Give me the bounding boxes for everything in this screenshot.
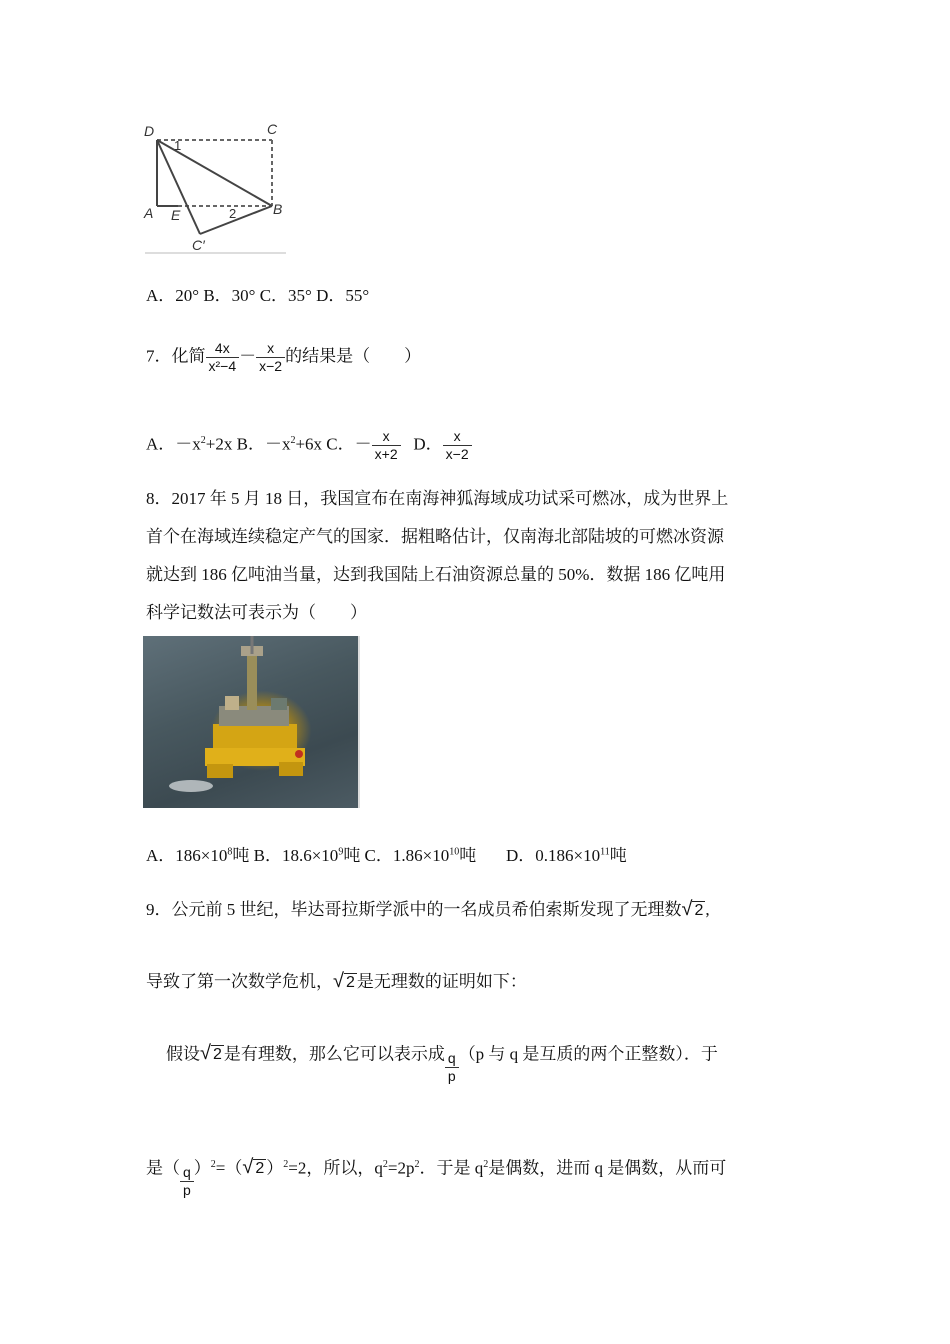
label-a: A [144,205,154,221]
q7-opt-a: A．－x [146,434,201,454]
proof2-a: ） [193,1158,211,1178]
q8-opt-c-sup: 10 [449,846,460,858]
proof2-c: ） [266,1158,284,1178]
radical-sign-icon: √ [333,970,344,992]
q8-line-2: 首个在海域连续稳定产气的国家．据粗略估计，仅南海北部陆坡的可燃冰资源 [146,527,724,546]
q9-line2-post: 是无理数的证明如下： [356,972,527,991]
q7-question [146,340,421,375]
q7-fraction-1 [206,340,240,375]
platform-illustration [143,636,358,808]
sqrt-2-c-val: 2 [212,1046,222,1064]
q7-opt-c-den: x+2 [374,446,398,462]
geometry-figure [140,118,290,258]
label-c: C [267,121,278,137]
q8-opt-b-sup: 9 [338,846,344,858]
label-c-prime: C′ [192,237,205,253]
q8-line-4: 科学记数法可表示为（ ） [146,603,367,622]
proof1-num: q [445,1050,459,1068]
sqrt-2-b-val: 2 [345,974,355,991]
sqrt-2-c [200,1042,224,1066]
radical-sign-icon: √ [242,1156,254,1179]
proof2-sup5: 2 [483,1158,489,1170]
proof1-frac [445,1050,459,1085]
q9-proof-line-1 [166,1038,718,1084]
q7-opt-a-sup: 2 [200,434,206,446]
q8-opt-d: D．0.186×10 [506,846,601,865]
q9-line-2 [146,970,527,994]
radical-sign-icon: √ [200,1042,211,1065]
q7-opt-b-rest: +6x C．－ [295,434,372,454]
radical-sign-icon: √ [681,898,693,920]
label-e: E [171,207,181,223]
q7-opt-c-frac [372,428,401,463]
q7-opt-d-num: x [443,428,472,446]
proof2-sup1: 2 [210,1158,216,1170]
q7-opt-d-den: x−2 [445,446,469,462]
proof2-pre: 是（ [146,1158,180,1178]
proof2-d: =2，所以，q [288,1158,383,1178]
q9-line1-end: , [705,900,710,919]
proof1-post: （p 与 q 是互质的两个正整数）．于 [458,1044,718,1064]
label-two: 2 [229,206,237,221]
proof2-sup3: 2 [382,1158,388,1170]
proof1-den: p [447,1068,456,1084]
sqrt-2-a [682,898,706,922]
q8-opt-c-unit: 吨 [459,846,477,865]
q7-opt-b-sup: 2 [290,434,296,446]
q8-opt-d-unit: 吨 [609,846,627,865]
q8-options [146,845,627,867]
drilling-platform-photo [143,636,360,808]
proof1-pre: 假设 [166,1044,200,1064]
q7-minus: － [239,346,257,366]
q9-line1-text: 9．公元前 5 世纪，毕达哥拉斯学派中的一名成员希伯索斯发现了无理数 [146,900,682,919]
sqrt-2-a-val: 2 [694,902,704,919]
q7-prefix: 7．化简 [146,346,206,366]
sqrt-2-d-val: 2 [255,1160,265,1178]
proof2-f: ．于是 q [419,1158,484,1178]
q8-line-3: 就达到 186 亿吨油当量，达到我国陆上石油资源总量的 50%．数据 186 亿吨用 [146,565,726,584]
proof2-den: p [183,1182,191,1198]
q7-opt-d-label: D． [413,434,443,454]
proof2-g: 是偶数，进而 q 是偶数，从而可 [488,1158,727,1178]
q7-frac1-den: x²−4 [208,358,237,374]
q9-line-1 [146,898,710,922]
q6-options: A．20° B．30° C．35° D．55° [146,286,370,305]
q7-opt-a-rest: +2x B．－x [205,434,291,454]
proof2-num: q [180,1164,194,1182]
q7-options [146,428,472,463]
q7-opt-d-frac [443,428,472,463]
q9-proof-line-2 [146,1152,727,1198]
sqrt-2-b [333,970,357,994]
q8-opt-a-sup: 8 [227,846,233,858]
q7-frac1-num: 4x [206,340,240,358]
label-one: 1 [174,138,182,153]
q7-frac2-den: x−2 [259,358,283,374]
q7-suffix: 的结果是（ ） [285,346,422,366]
label-d: D [144,123,155,139]
q8-line-1: 8．2017 年 5 月 18 日，我国宣布在南海神狐海域成功试采可燃冰，成为世界上 [146,489,729,508]
label-b: B [273,201,283,217]
proof1-mid: 是有理数，那么它可以表示成 [223,1044,445,1064]
q8-opt-a: A．186×10 [146,846,228,865]
q7-frac2-num: x [256,340,285,358]
sqrt-2-d [242,1156,266,1180]
proof2-e: =2p [387,1158,415,1178]
q9-line2-pre: 导致了第一次数学危机， [146,972,333,991]
q8-opt-b-unit: 吨 C．1.86×10 [343,846,450,865]
q8-opt-a-unit: 吨 B．18.6×10 [232,846,339,865]
q7-opt-c-num: x [372,428,401,446]
q8-opt-d-sup: 11 [600,846,610,858]
proof2-sup2: 2 [283,1158,289,1170]
proof2-b: =（ [215,1158,243,1178]
q7-fraction-2 [256,340,285,375]
proof2-sup4: 2 [414,1158,420,1170]
proof2-frac [180,1164,194,1199]
